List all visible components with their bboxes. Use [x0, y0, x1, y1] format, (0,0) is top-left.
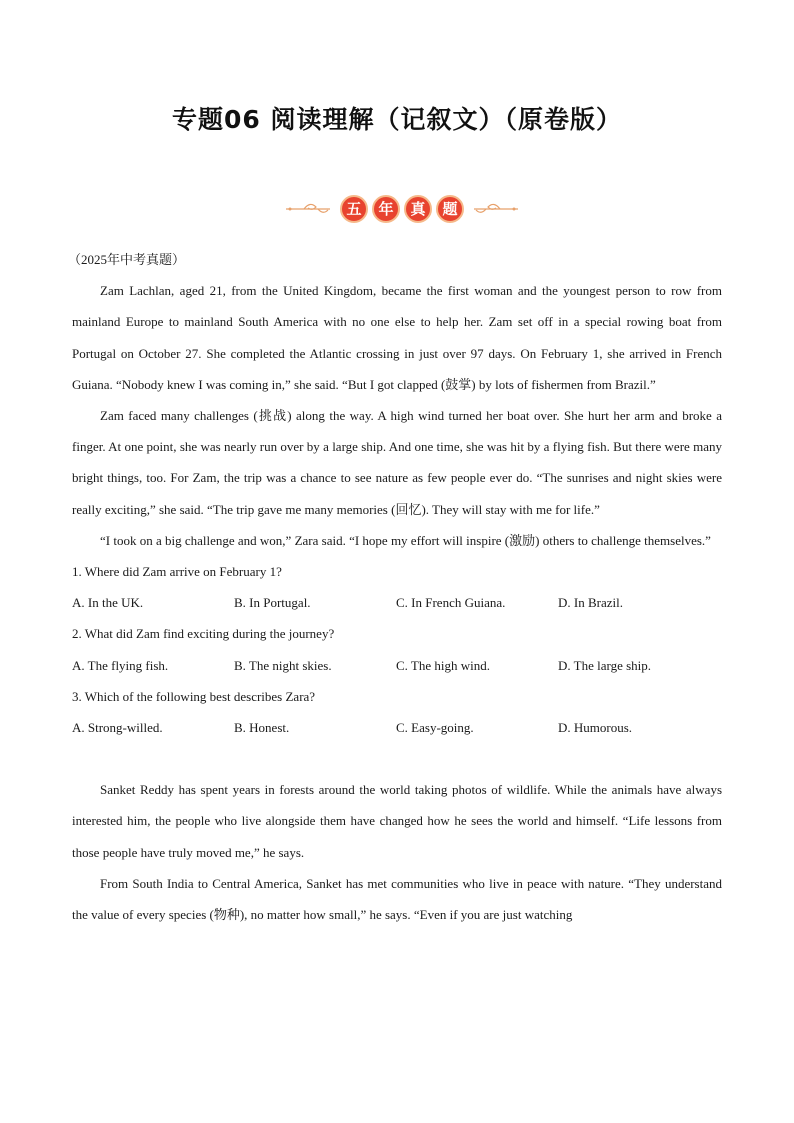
option-a: A. In the UK. — [72, 595, 144, 611]
banner-char: 五 — [340, 195, 368, 223]
question-text: 1. Where did Zam arrive on February 1? — [72, 564, 282, 580]
option-c: C. In French Guiana. — [396, 595, 506, 611]
question-text: 2. What did Zam find exciting during the journey? — [72, 626, 335, 642]
question-text: 3. Which of the following best describes Zara? — [72, 688, 316, 704]
source-label: （2025年中考真题） — [68, 252, 186, 267]
option-d: D. The large ship. — [558, 657, 652, 673]
option-d: D. Humorous. — [558, 720, 633, 736]
passage1-paragraph: Zam Lachlan, aged 21, from the United Kingdom, became the first woman and the youngest person to row from mainland Europe to mainland South America with no one else to help her. Zam set off in a special rowing boat from Portugal on October 27. She completed the Atlantic crossing in just over 97 days. On February 1, she arrived in French Guiana. “Nobody knew I was coming in,” she said. “But I got clapped (鼓掌) by lots of fishermen from Brazil.” — [72, 283, 722, 392]
option-a: A. The flying fish. — [72, 657, 169, 673]
banner-char: 年 — [372, 195, 400, 223]
question-options — [72, 712, 722, 743]
banner-char: 真 — [404, 195, 432, 223]
passage2-paragraph: Sanket Reddy has spent years in forests around the world taking photos of wildlife. While the animals have always interested him, the people who live alongside them have changed how he sees the world and himself. “Life lessons from those people have truly moved me,” he says. — [72, 782, 722, 860]
question-2 — [72, 618, 722, 680]
passage2-paragraph: From South India to Central America, Sanket has met communities who live in peace with nature. “They understand the value of every species (物种), no matter how small,” he says. “Even if you are just watching — [72, 875, 722, 923]
option-d: D. In Brazil. — [558, 595, 623, 611]
banner-char: 题 — [436, 195, 464, 223]
passage1-paragraph: Zam faced many challenges (挑战) along the way. A high wind turned her boat over. She hurt her arm and broke a finger. At one point, she was nearly run over by a large ship. And one time, she was hit by a flying fish. But there were many bright things, too. For Zam, the trip was a chance to see nature as few people ever do. “The sunrises and night skies were really exciting,” she said. “The trip gave me many memories (回忆). They will stay with me for life.” — [72, 408, 722, 517]
passage-spacer — [72, 743, 722, 774]
page-title: 专题06 阅读理解（记叙文）（原卷版） — [172, 105, 622, 134]
question-3 — [72, 681, 722, 743]
option-b: B. Honest. — [234, 720, 290, 736]
question-1 — [72, 556, 722, 618]
option-c: C. Easy-going. — [396, 720, 474, 736]
document-body — [68, 244, 722, 930]
option-c: C. The high wind. — [396, 657, 491, 673]
passage1-paragraph: “I took on a big challenge and won,” Zara said. “I hope my effort will inspire (激励) others to challenge themselves.” — [100, 532, 711, 548]
section-banner — [284, 192, 520, 226]
option-b: B. The night skies. — [234, 657, 332, 673]
option-b: B. In Portugal. — [234, 595, 311, 611]
question-options — [72, 650, 722, 681]
option-a: A. Strong-willed. — [72, 720, 163, 736]
question-options — [72, 587, 722, 618]
